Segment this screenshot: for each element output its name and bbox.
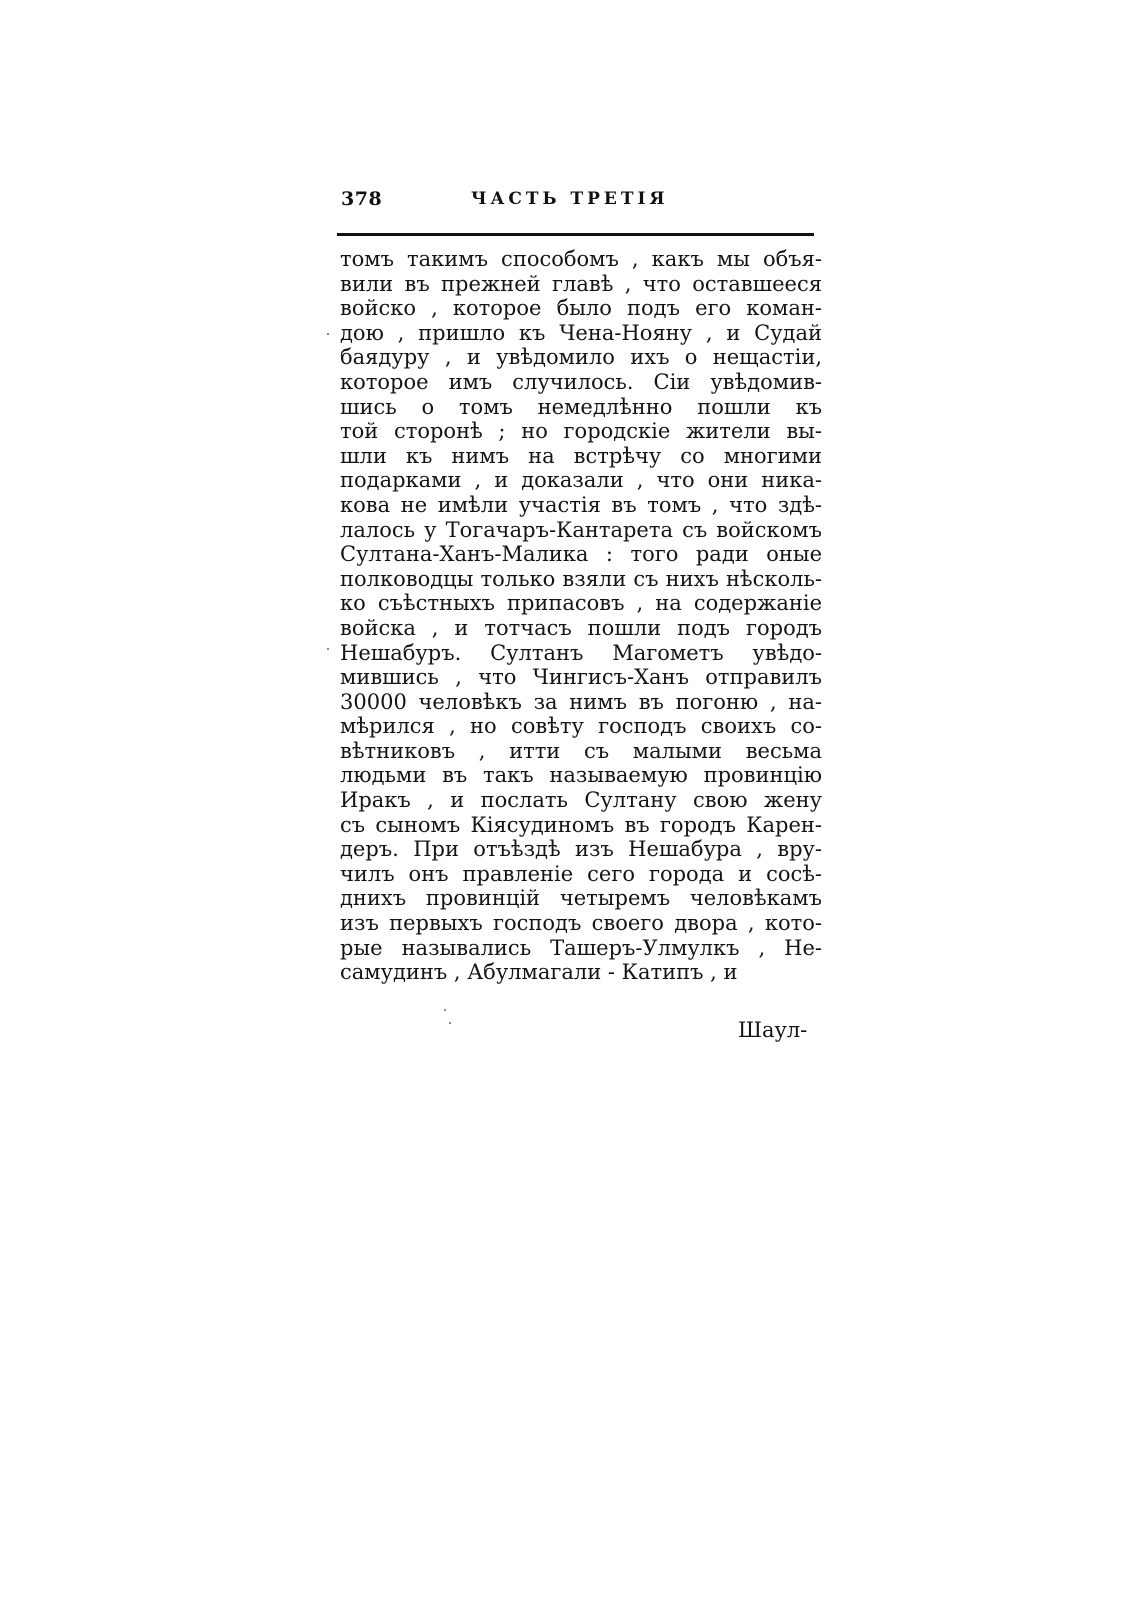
text-line: 30000 человѣкъ за нимъ въ погоню , на- xyxy=(340,689,822,714)
text-line: вѣтниковъ , итти съ малыми весьма xyxy=(340,738,822,763)
text-line: чилъ онъ правленіе сего города и сосѣ- xyxy=(340,861,822,886)
text-line: войска , и тотчасъ пошли подъ городъ xyxy=(340,615,822,640)
text-line: Султана-Ханъ-Малика : того ради оные xyxy=(340,542,822,567)
text-line: томъ такимъ способомъ , какъ мы объя- xyxy=(340,247,822,271)
text-line: Нешабуръ. Султанъ Магометъ увѣдо- xyxy=(340,640,822,665)
text-line: вили въ прежней главѣ , что оставшееся xyxy=(340,271,822,296)
text-line: самудинъ , Абулмагали - Катипъ , и xyxy=(340,960,738,985)
page-header xyxy=(341,188,821,218)
print-speck xyxy=(444,1009,446,1011)
body-text xyxy=(340,247,822,985)
text-line: мѣрился , но совѣту господъ своихъ со- xyxy=(340,714,822,739)
text-line: которое имъ случилось. Сіи увѣдомив- xyxy=(340,369,822,394)
text-line: Иракъ , и послать Султану свою жену xyxy=(340,788,822,813)
print-speck xyxy=(327,333,329,335)
text-line: деръ. При отъѣздѣ изъ Нешабура , вру- xyxy=(340,837,822,862)
page-number: 378 xyxy=(341,188,383,210)
text-line: рые назывались Ташеръ-Улмулкъ , Не- xyxy=(340,935,822,960)
catchword: Шаул- xyxy=(738,1018,808,1042)
text-line: днихъ провинцій четыремъ человѣкамъ xyxy=(340,886,822,911)
header-rule xyxy=(337,233,814,236)
text-line: войско , которое было подъ его коман- xyxy=(340,296,822,321)
text-line: людьми въ такъ называемую провинцію xyxy=(340,763,822,788)
text-line: шли къ нимъ на встрѣчу со многими xyxy=(340,443,822,468)
text-line: той сторонѣ ; но городскіе жители вы- xyxy=(340,419,822,444)
text-line: подарками , и доказали , что они ника- xyxy=(340,468,822,493)
text-line: мившись , что Чингисъ-Ханъ отправилъ xyxy=(340,665,822,690)
running-title: ЧАСТЬ ТРЕТІЯ xyxy=(471,189,669,209)
text-line: лалось у Тогачаръ-Кантарета съ войскомъ xyxy=(340,517,822,542)
print-speck xyxy=(449,1022,451,1024)
text-line: полководцы только взяли съ нихъ нѣсколь- xyxy=(340,566,822,591)
text-line: баядуру , и увѣдомило ихъ о нещастіи, xyxy=(340,345,822,370)
text-line: съ сыномъ Кіясудиномъ въ городъ Карен- xyxy=(340,812,822,837)
text-line: шись о томъ немедлѣнно пошли къ xyxy=(340,394,822,419)
text-line: изъ первыхъ господъ своего двора , кото- xyxy=(340,911,822,936)
text-line: дою , пришло къ Чена-Нояну , и Судай xyxy=(340,320,822,345)
text-line: ко съѣстныхъ припасовъ , на содержаніе xyxy=(340,591,822,616)
text-line: кова не имѣли участія въ томъ , что здѣ- xyxy=(340,492,822,517)
print-speck xyxy=(327,648,329,650)
